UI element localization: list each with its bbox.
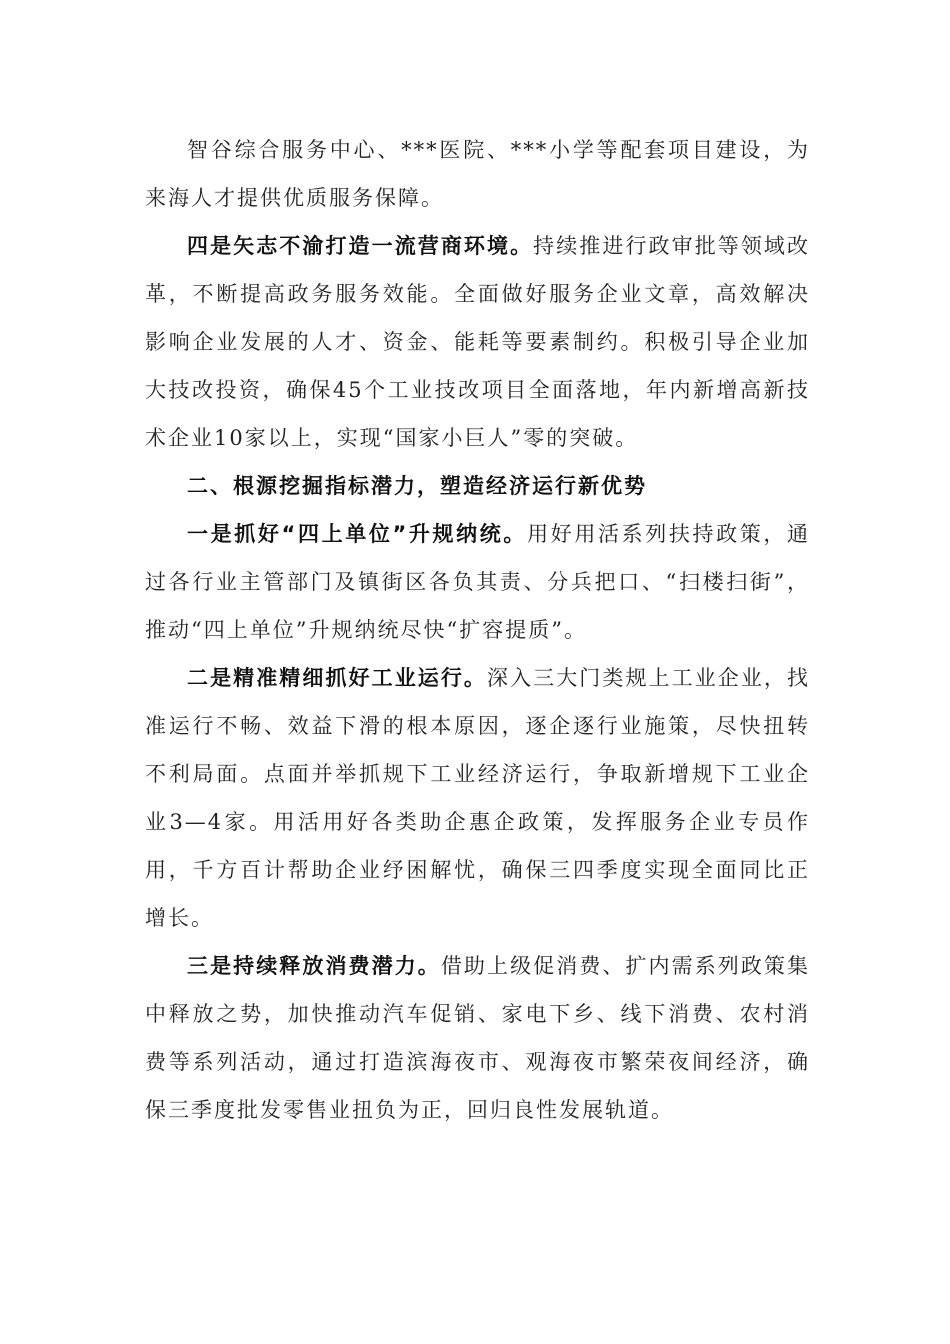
section-heading-text: 二、根源挖掘指标潜力，塑造经济运行新优势: [187, 474, 647, 498]
paragraph-lead: 一是抓好“四上单位”升规纳统。: [187, 522, 528, 546]
paragraph-four-above-units: [145, 510, 810, 654]
paragraph-consumption-potential: [145, 942, 810, 1134]
paragraph-lead: 二是精准精细抓好工业运行。: [187, 666, 487, 690]
paragraph-text: 深入三大门类规上工业企业，找准运行不畅、效益下滑的根本原因，逐企逐行业施策，尽快扭转不利局面。点面并举抓规下工业经济运行，争取新增规下工业企业3—4家。用活用好各类助企惠企政策，发挥服务企业专员作用，千方百计帮助企业纾困解忧，确保三四季度实现全面同比正增长。: [145, 666, 810, 930]
section-heading: [145, 462, 810, 510]
document-body: [145, 126, 810, 1134]
paragraph-text: 持续推进行政审批等领域改革，不断提高政务服务效能。全面做好服务企业文章，高效解决影响企业发展的人才、资金、能耗等要素制约。积极引导企业加大技改投资，确保45个工业技改项目全面落地，年内新增高新技术企业10家以上，实现“国家小巨人”零的突破。: [145, 234, 811, 450]
paragraph-industrial-operation: [145, 654, 810, 942]
paragraph-text: 用好用活系列扶持政策，通过各行业主管部门及镇街区各负其责、分兵把口、“扫楼扫街”，推动“四上单位”升规纳统尽快“扩容提质”。: [145, 522, 810, 642]
paragraph-intro: [145, 126, 810, 222]
paragraph-text: 智谷综合服务中心、***医院、***小学等配套项目建设，为来海人才提供优质服务保障。: [145, 138, 810, 210]
paragraph-lead: 三是持续释放消费潜力。: [187, 954, 441, 978]
paragraph-business-environment: [145, 222, 810, 462]
paragraph-text: 借助上级促消费、扩内需系列政策集中释放之势，加快推动汽车促销、家电下乡、线下消费、农村消费等系列活动，通过打造滨海夜市、观海夜市繁荣夜间经济，确保三季度批发零售业扭负为正，回归良性发展轨道。: [145, 954, 811, 1122]
paragraph-lead: 四是矢志不渝打造一流营商环境。: [187, 234, 534, 258]
